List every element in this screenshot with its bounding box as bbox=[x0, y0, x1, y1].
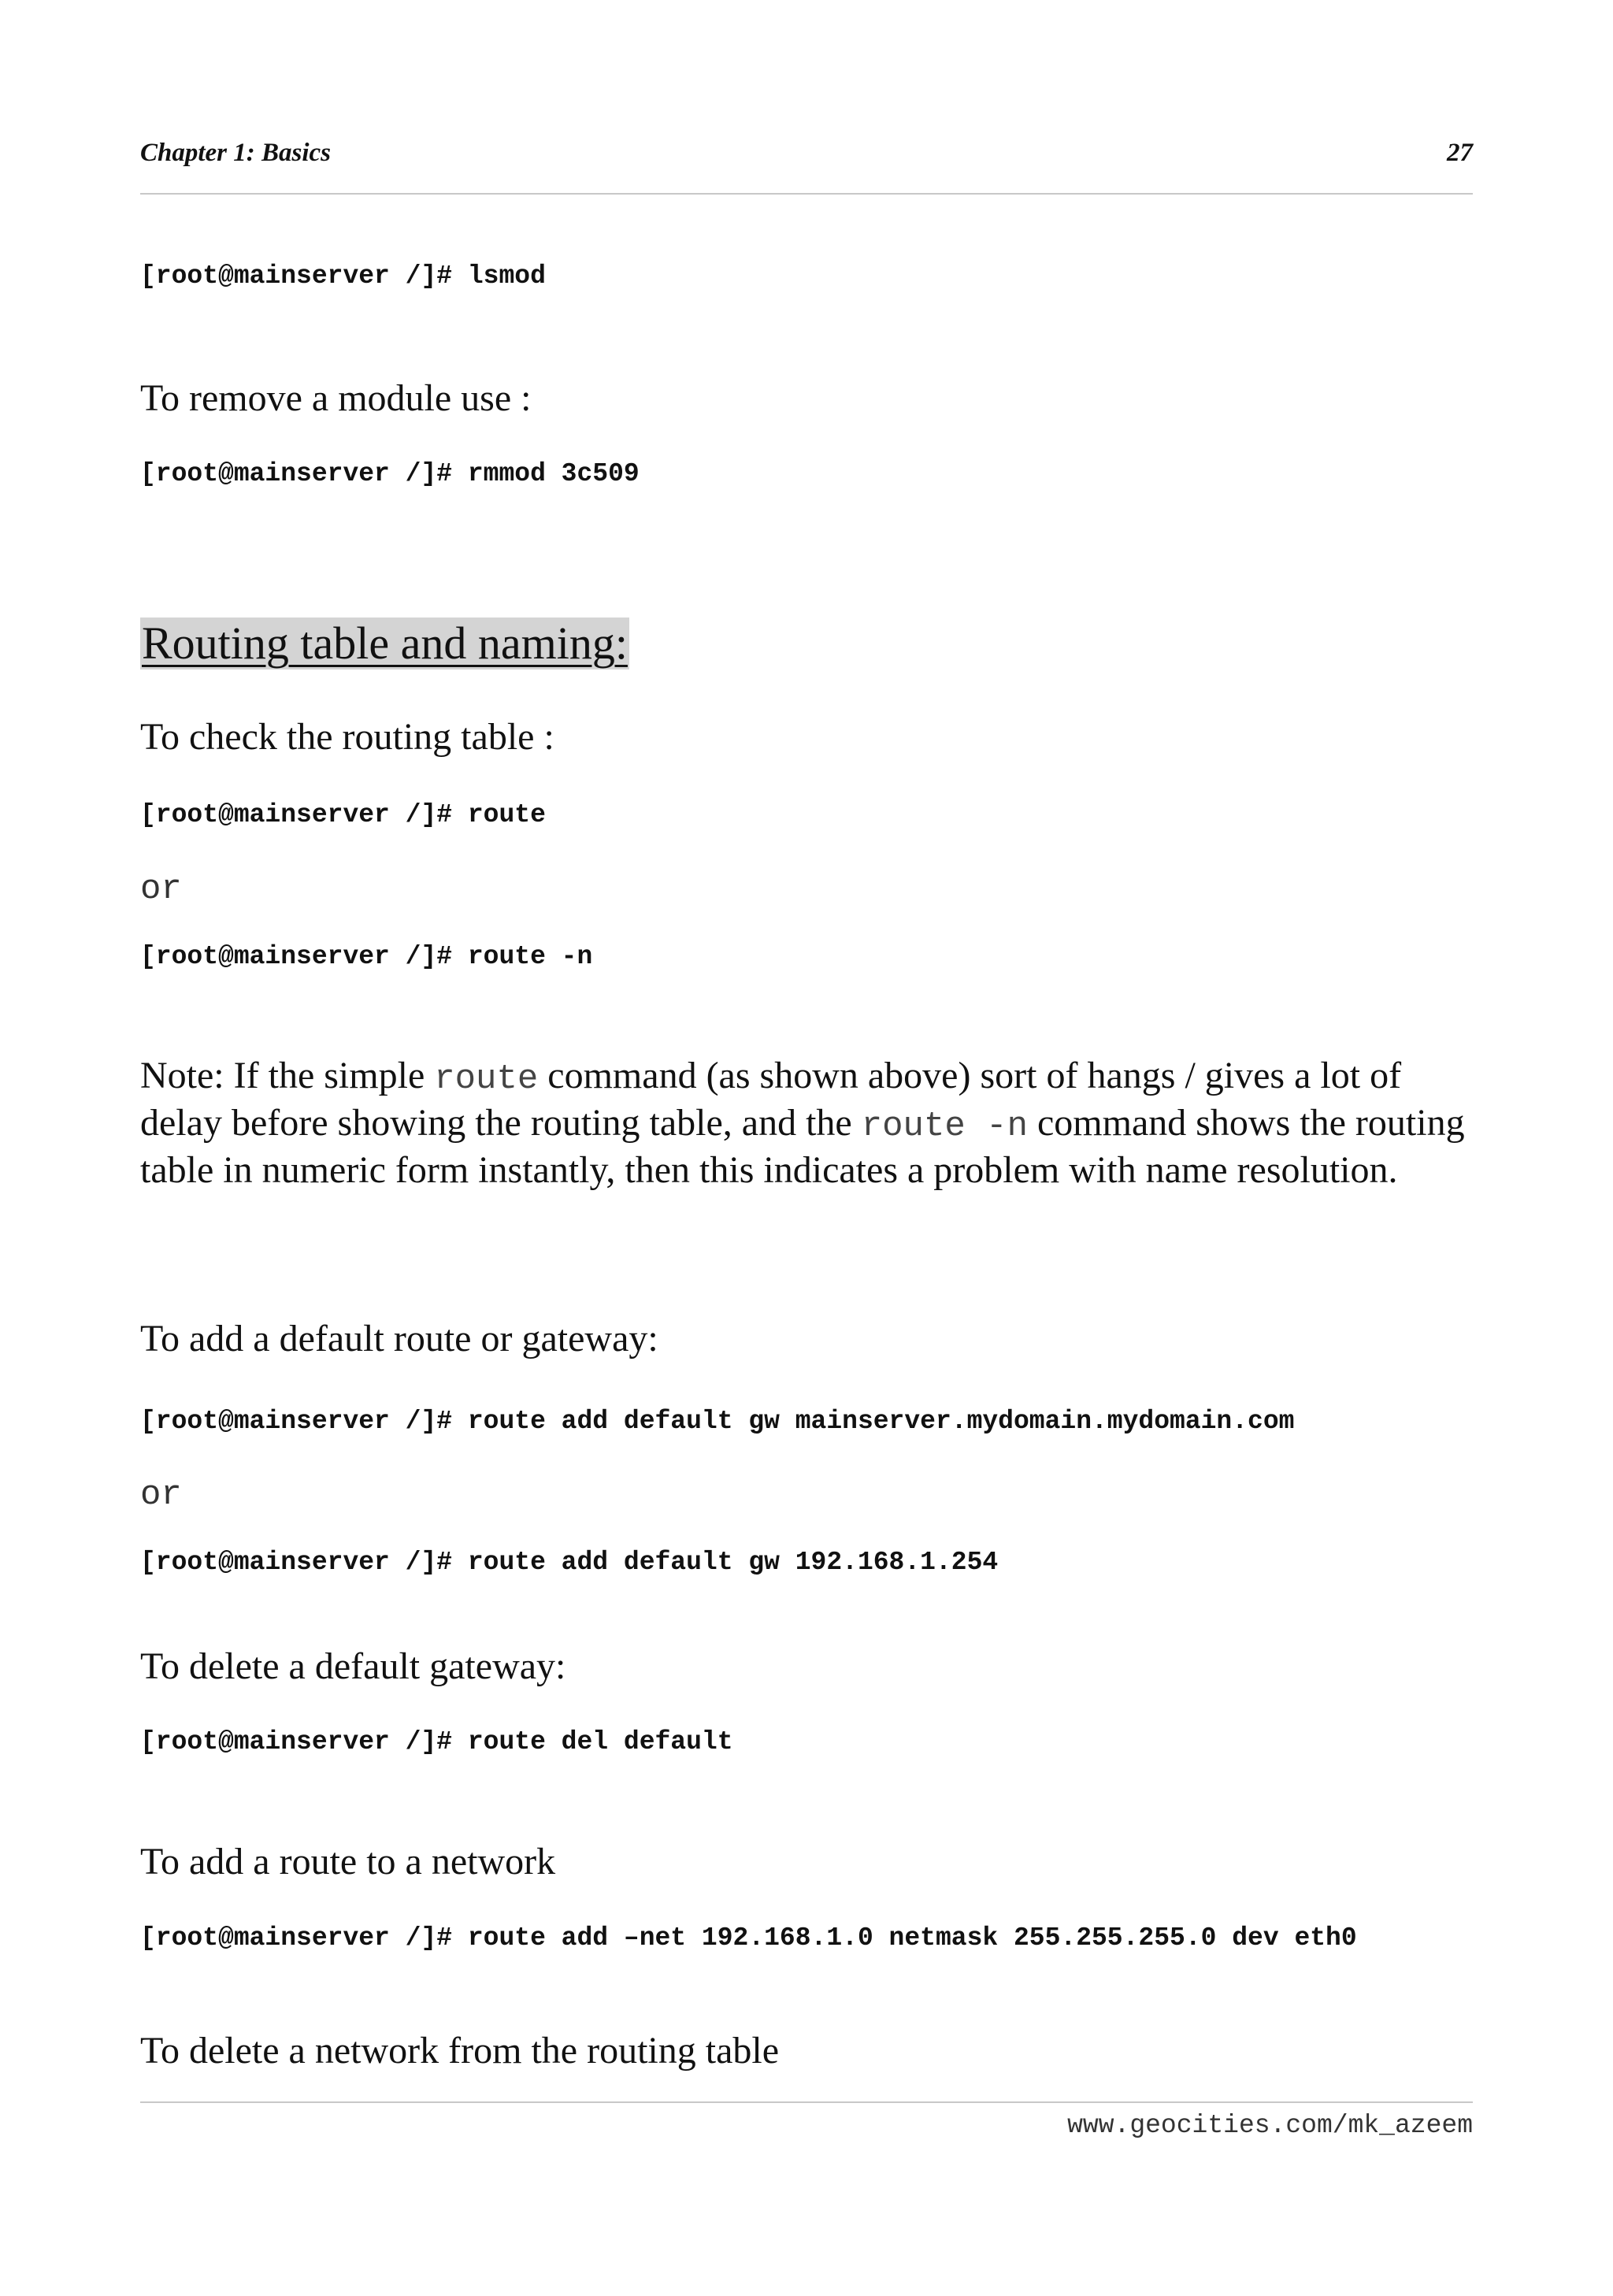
footer-url: www.geocities.com/mk_azeem bbox=[1067, 2111, 1473, 2140]
note-paragraph bbox=[140, 1054, 1487, 1193]
note-text: command shows the routing table in numeric form instantly, then this indicates a problem with name resolution. bbox=[140, 1102, 1465, 1191]
command-route-n: [root@mainserver /]# route -n bbox=[140, 942, 593, 971]
footer-divider bbox=[140, 2101, 1473, 2103]
command-add-default-ip: [root@mainserver /]# route add default gw 192.168.1.254 bbox=[140, 1548, 999, 1577]
delete-default-text: To delete a default gateway: bbox=[140, 1645, 566, 1687]
section-heading: Routing table and naming: bbox=[142, 618, 628, 669]
command-add-default-host: [root@mainserver /]# route add default gw mainserver.mydomain.mydomain.com bbox=[140, 1407, 1295, 1436]
command-route: [root@mainserver /]# route bbox=[140, 800, 546, 829]
command-lsmod: [root@mainserver /]# lsmod bbox=[140, 261, 546, 291]
remove-module-text: To remove a module use : bbox=[140, 377, 532, 419]
command-add-net: [root@mainserver /]# route add –net 192.168.1.0 netmask 255.255.255.0 dev eth0 bbox=[140, 1923, 1357, 1953]
check-routing-text: To check the routing table : bbox=[140, 716, 554, 758]
command-del-default: [root@mainserver /]# route del default bbox=[140, 1727, 733, 1756]
delete-network-text: To delete a network from the routing table bbox=[140, 2030, 780, 2072]
note-text: Note: If the simple bbox=[140, 1055, 435, 1096]
or-separator: or bbox=[140, 870, 182, 909]
chapter-title: Chapter 1: Basics bbox=[140, 139, 332, 167]
note-code-route: route bbox=[434, 1059, 539, 1099]
or-separator: or bbox=[140, 1475, 182, 1515]
note-code-route-n: route -n bbox=[861, 1107, 1028, 1146]
page-number: 27 bbox=[1447, 139, 1473, 167]
command-rmmod: [root@mainserver /]# rmmod 3c509 bbox=[140, 459, 640, 488]
header-divider bbox=[140, 193, 1473, 195]
note-text: command (as shown above) sort of hangs / gives a lot of delay before showing the routing table, and the bbox=[140, 1055, 1402, 1144]
add-route-text: To add a route to a network bbox=[140, 1841, 556, 1882]
add-default-text: To add a default route or gateway: bbox=[140, 1318, 658, 1359]
